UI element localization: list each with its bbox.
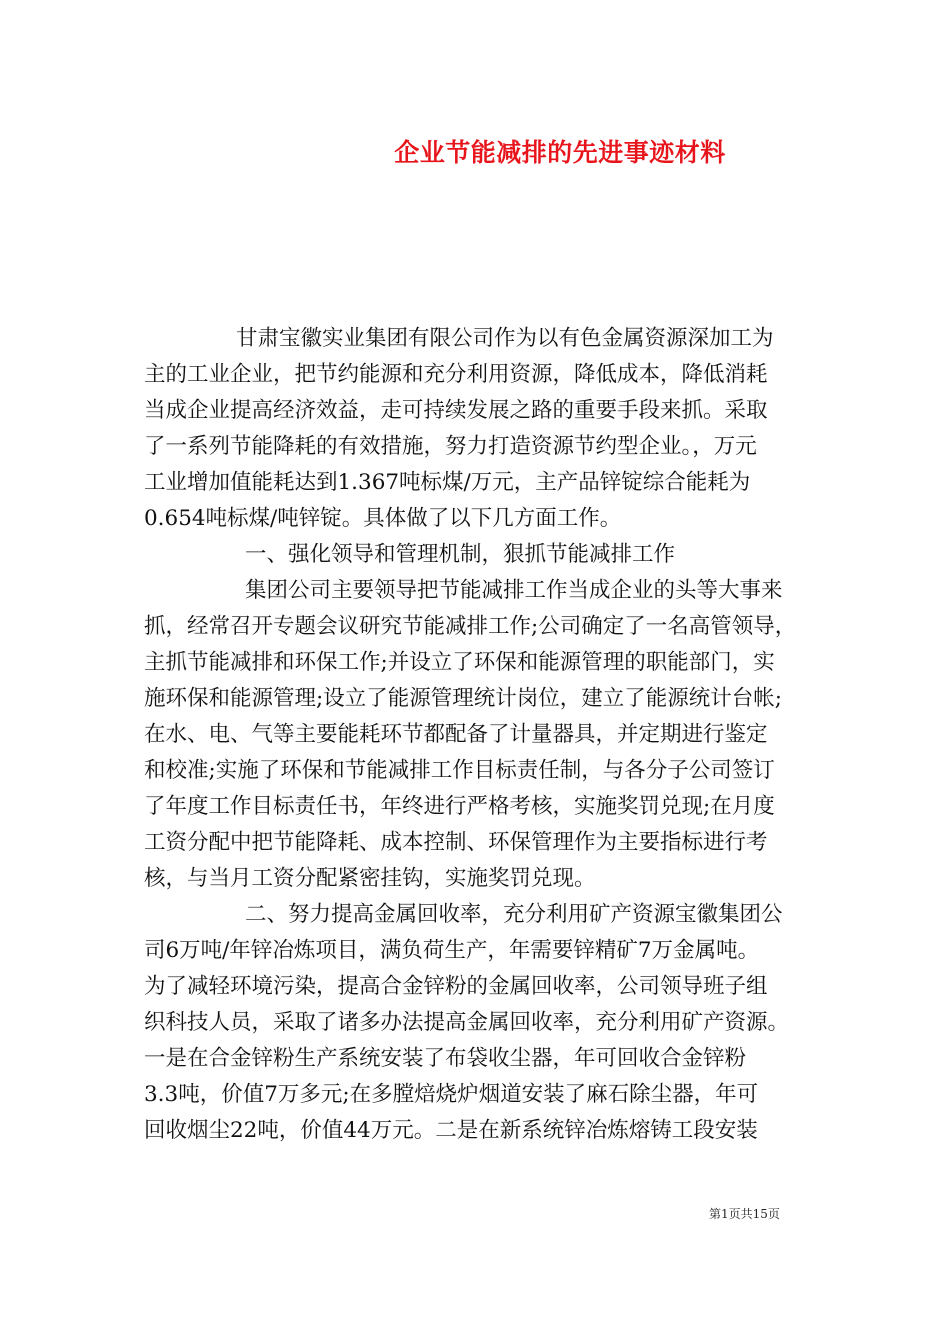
paragraph-line: 集团公司主要领导把节能减排工作当成企业的头等大事来 bbox=[245, 578, 783, 603]
paragraph-line: 抓，经常召开专题会议研究节能减排工作;公司确定了一名高管领导， bbox=[144, 614, 797, 639]
paragraph-line: 在水、电、气等主要能耗环节都配备了计量器具，并定期进行鉴定 bbox=[144, 722, 768, 747]
paragraph-line: 核，与当月工资分配紧密挂钩，实施奖罚兑现。 bbox=[144, 866, 596, 891]
page-title: 企业节能减排的先进事迹材料 bbox=[394, 138, 726, 167]
paragraph-line: 一是在合金锌粉生产系统安装了布袋收尘器，年可回收合金锌粉 bbox=[144, 1046, 747, 1071]
paragraph-line: 工资分配中把节能降耗、成本控制、环保管理作为主要指标进行考 bbox=[144, 830, 768, 855]
paragraph-line: 主的工业企业，把节约能源和充分利用资源，降低成本，降低消耗 bbox=[144, 362, 768, 387]
paragraph-line: 0.654吨标煤/吨锌锭。具体做了以下几方面工作。 bbox=[144, 506, 622, 531]
paragraph-line: 了年度工作目标责任书，年终进行严格考核，实施奖罚兑现;在月度 bbox=[144, 794, 775, 819]
section-heading: 二、努力提高金属回收率，充分利用矿产资源宝徽集团公 bbox=[245, 902, 783, 927]
paragraph-line: 当成企业提高经济效益，走可持续发展之路的重要手段来抓。采取 bbox=[144, 398, 768, 423]
paragraph-line: 司6万吨/年锌冶炼项目，满负荷生产，年需要锌精矿7万金属吨。 bbox=[144, 938, 760, 963]
paragraph-line: 3.3吨，价值7万多元;在多膛焙烧炉烟道安装了麻石除尘器，年可 bbox=[144, 1082, 759, 1107]
section-heading: 一、强化领导和管理机制，狠抓节能减排工作 bbox=[245, 542, 676, 567]
paragraph-line: 施环保和能源管理;设立了能源管理统计岗位，建立了能源统计台帐; bbox=[144, 686, 782, 711]
paragraph-line: 甘肃宝徽实业集团有限公司作为以有色金属资源深加工为 bbox=[236, 326, 774, 351]
paragraph-line: 织科技人员，采取了诸多办法提高金属回收率，充分利用矿产资源。 bbox=[144, 1010, 790, 1035]
paragraph-line: 主抓节能减排和环保工作;并设立了环保和能源管理的职能部门，实 bbox=[144, 650, 775, 675]
page-number: 第1页共15页 bbox=[709, 1207, 780, 1221]
paragraph-line: 工业增加值能耗达到1.367吨标煤/万元，主产品锌锭综合能耗为 bbox=[144, 470, 751, 495]
paragraph-line: 了一系列节能降耗的有效措施，努力打造资源节约型企业。，万元 bbox=[144, 434, 757, 459]
paragraph-line: 回收烟尘22吨，价值44万元。二是在新系统锌冶炼熔铸工段安装 bbox=[144, 1118, 758, 1143]
paragraph-line: 为了减轻环境污染，提高合金锌粉的金属回收率，公司领导班子组 bbox=[144, 974, 768, 999]
paragraph-line: 和校准;实施了环保和节能减排工作目标责任制，与各分子公司签订 bbox=[144, 758, 775, 783]
